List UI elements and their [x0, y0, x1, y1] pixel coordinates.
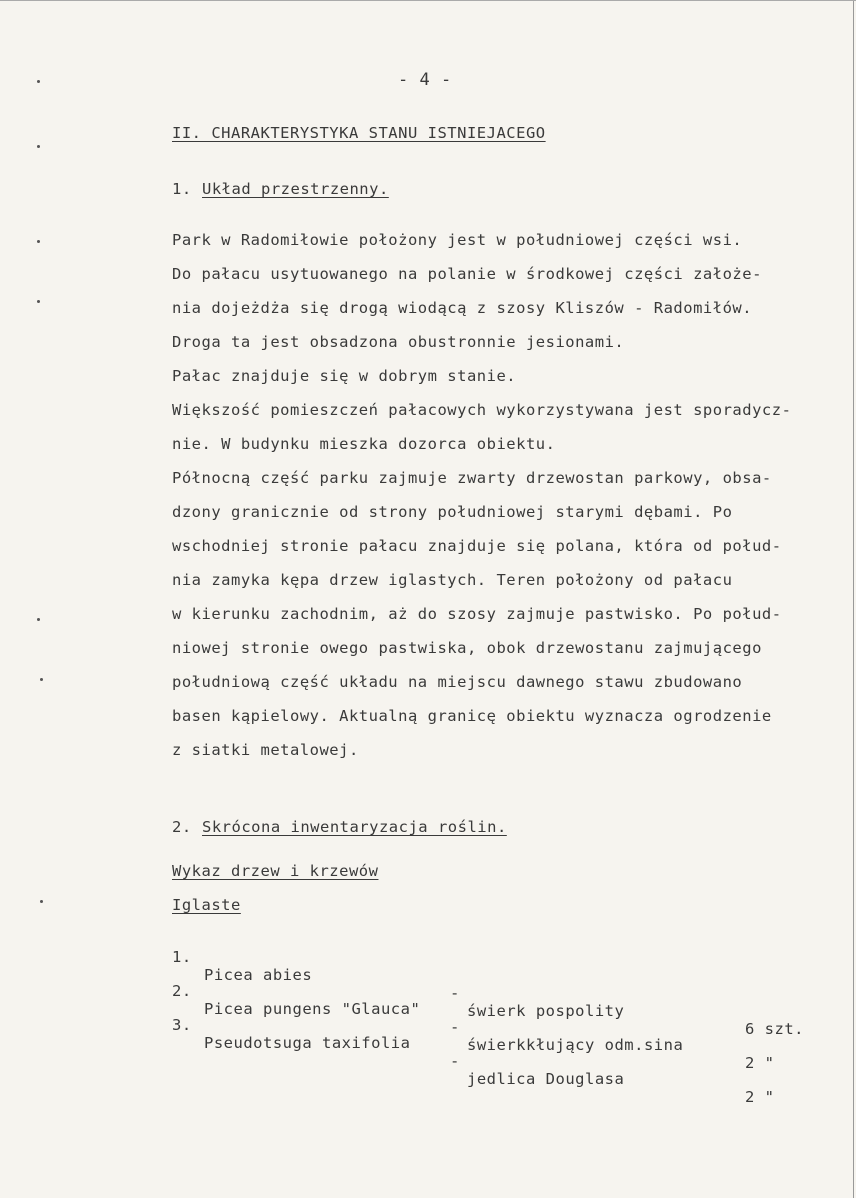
paragraph-line: Park w Radomiłowie położony jest w południowej części wsi. [172, 231, 743, 249]
paragraph-line: Do pałacu usytuowanego na polanie w środkowej części założe- [172, 265, 762, 283]
list-heading: Wykaz drzew i krzewów [172, 862, 379, 880]
paragraph-line: południową część układu na miejscu dawnego stawu zbudowano [172, 673, 743, 691]
margin-dot [37, 300, 40, 303]
paragraph-line: nie. W budynku mieszka dozorca obiektu. [172, 435, 556, 453]
paragraph-line: Większość pomieszczeń pałacowych wykorzystywana jest sporadycz- [172, 401, 792, 419]
plant-quantity: 2 " [745, 1054, 775, 1072]
plant-number: 1. [172, 948, 192, 966]
paragraph-line: z siatki metalowej. [172, 741, 359, 759]
plant-polish-name: świerk pospolity [467, 1002, 625, 1020]
plant-dash: - [450, 1052, 460, 1070]
plant-number: 3. [172, 1016, 192, 1034]
plant-polish-name: jedlica Douglasa [467, 1070, 625, 1088]
paragraph-line: w kierunku zachodnim, aż do szosy zajmuje pastwisko. Po połud- [172, 605, 782, 623]
plant-latin-name: Pseudotsuga taxifolia [204, 1034, 411, 1052]
plant-dash: - [450, 1018, 460, 1036]
margin-dot [37, 618, 40, 621]
paragraph-line: nia dojeżdża się drogą wiodącą z szosy Kliszów - Radomiłów. [172, 299, 753, 317]
margin-dot [40, 678, 43, 681]
plant-quantity: 6 szt. [745, 1020, 804, 1038]
plant-dash: - [450, 984, 460, 1002]
subsection-1-title: Układ przestrzenny. [202, 180, 389, 198]
paragraph-line: Pałac znajduje się w dobrym stanie. [172, 367, 517, 385]
paragraph-line: Północną część parku zajmuje zwarty drzewostan parkowy, obsa- [172, 469, 772, 487]
paragraph-line: niowej stronie owego pastwiska, obok drzewostanu zajmującego [172, 639, 762, 657]
subsection-1-number: 1. [172, 180, 192, 198]
paragraph-line: nia zamyka kępa drzew iglastych. Teren położony od pałacu [172, 571, 733, 589]
category-heading: Iglaste [172, 896, 241, 914]
subsection-2-number: 2. [172, 818, 192, 836]
paragraph-line: basen kąpielowy. Aktualną granicę obiektu wyznacza ogrodzenie [172, 707, 772, 725]
plant-quantity: 2 " [745, 1088, 775, 1106]
plant-number: 2. [172, 982, 192, 1000]
paragraph-line: Droga ta jest obsadzona obustronnie jesionami. [172, 333, 625, 351]
margin-dot [40, 900, 43, 903]
page-edge-top [0, 0, 856, 1]
plant-latin-name: Picea abies [204, 966, 313, 984]
section-heading: II. CHARAKTERYSTYKA STANU ISTNIEJACEGO [172, 124, 546, 142]
paragraph-line: wschodniej stronie pałacu znajduje się polana, która od połud- [172, 537, 782, 555]
plant-polish-name: świerkkłujący odm.sina [467, 1036, 684, 1054]
margin-dot [37, 80, 40, 83]
margin-dot [37, 240, 40, 243]
page-number: - 4 - [398, 70, 452, 90]
paragraph-line: dzony granicznie od strony południowej starymi dębami. Po [172, 503, 733, 521]
margin-dot [37, 145, 40, 148]
plant-latin-name: Picea pungens "Glauca" [204, 1000, 421, 1018]
subsection-2-title: Skrócona inwentaryzacja roślin. [202, 818, 507, 836]
